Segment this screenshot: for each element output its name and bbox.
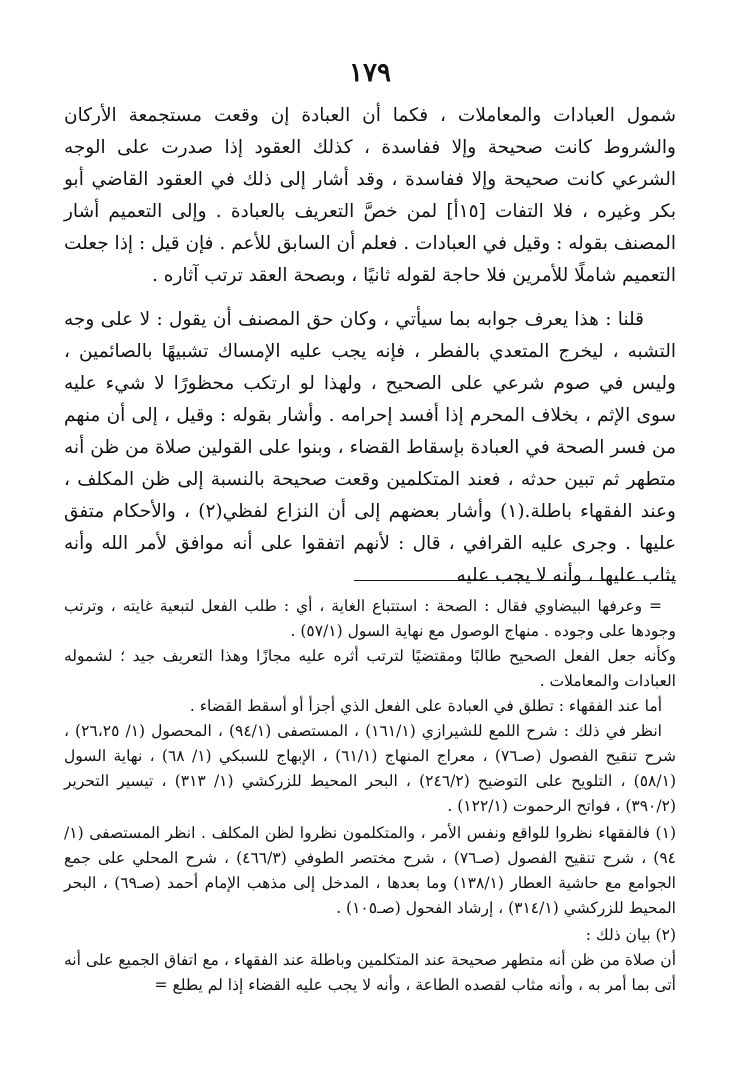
footnotes — [64, 594, 676, 998]
footnote-separator — [354, 580, 676, 581]
page-number: ١٧٩ — [349, 58, 391, 88]
main-paragraph-1: شمول العبادات والمعاملات ، فكما أن العبادة إن وقعت مستجمعة الأركان والشروط كانت صحيحة وإلا ففاسدة ، كذلك العقود إذا صدرت على الوجه الشرعي كانت صحيحة وإلا ففاسدة ، وقد أشار إلى ذلك في العقود القاضي أبو بكر وغيره ، فلا التفات [١٥أ] لمن خصَّ التعريف بالعبادة . وإلى التعميم أشار المصنف بقوله : وقيل في العبادات . فعلم أن السابق للأعم . فإن قيل : إذا جعلت التعميم شاملًا للأمرين فلا حاجة لقوله ثانيًا ، وبصحة العقد ترتب آثاره . — [64, 105, 676, 286]
footnote-continuation-line-1: = وعرفها البيضاوي فقال : الصحة : استتباع الغاية ، أي : طلب الفعل لتبعية غايته ، وترتب وجودها على وجوده . منهاج الوصول مع نهاية السول (٥٧/١) . — [64, 597, 676, 640]
footnote-continuation-line-4: انظر في ذلك : شرح اللمع للشيرازي (١٦١/١) ، المستصفى (٩٤/١) ، المحصول (١/ ٢٦،٢٥) ، شرح تنقيح الفصول (صـ٧٦) ، معراج المنهاج (٦١/١) ، الإبهاج للسبكي (١/ ٦٨) ، نهاية السول (٥٨/١) ، التلويح على التوضيح (٢٤٦/٢) ، البحر المحيط للزركشي (١/ ٣١٣) ، تيسير التحرير (٣٩٠/٢) ، فواتح الرحموت (١٢٢/١) . — [64, 722, 677, 815]
footnote-2-body: أن صلاة من ظن أنه متطهر صحيحة عند المتكلمين وباطلة عند الفقهاء ، مع اتفاق الجميع على أنه أتى بما أمر به ، وأنه مثاب لقصده الطاعة ، وأنه لا يجب عليه القضاء إذا لم يطلع = — [64, 951, 676, 994]
footnote-continuation-line-3: أما عند الفقهاء : تطلق في العبادة على الفعل الذي أجزأ أو أسقط القضاء . — [189, 697, 662, 715]
footnote-continuation-line-2: وكأنه جعل الفعل الصحيح طالبًا ومقتضيًا لترتب أثره عليه مجازًا وهذا التعريف جيد ؛ لشموله العبادات والمعاملات . — [64, 647, 676, 690]
footnote-2-heading: (٢) بيان ذلك : — [585, 926, 676, 944]
footnote-1: (١) فالفقهاء نظروا للواقع ونفس الأمر ، والمتكلمون نظروا لظن المكلف . انظر المستصفى (١/ ٩٤) ، شرح تنقيح الفصول (صـ٧٦) ، شرح مختصر الطوفي (٤٦٦/٣) ، شرح المحلي على جمع الجوامع مع حاشية العطار (١٣٨/١) وما بعدها ، المدخل إلى مذهب الإمام أحمد (صـ٦٩) ، البحر المحيط للزركشي (٣١٤/١) ، إرشاد الفحول (صـ١٠٥) . — [64, 824, 676, 917]
main-text — [64, 100, 676, 592]
main-paragraph-2: قلنا : هذا يعرف جوابه بما سيأتي ، وكان حق المصنف أن يقول : لا على وجه التشبه ، ليخرج المتعدي بالفطر ، فإنه يجب عليه الإمساك تشبيهًا بالصائمين ، وليس في صوم شرعي على الصحيح ، ولهذا لو ارتكب محظورًا لا شيء عليه سوى الإثم ، بخلاف المحرم إذا أفسد إحرامه . وأشار بقوله : وقيل ، إلى أن منهم من فسر الصحة في العبادة بإسقاط القضاء ، وبنوا على القولين صلاة من ظن أنه متطهر ثم تبين حدثه ، فعند المتكلمين وقعت صحيحة بالنسبة إلى ظن المكلف ، وعند الفقهاء باطلة.(١) وأشار بعضهم إلى أن النزاع لفظي(٢) ، والأحكام متفق عليها . وجرى عليه القرافي ، قال : لأنهم اتفقوا على أنه موافق لأمر الله وأنه يثاب عليها ، وأنه لا يجب عليه — [64, 309, 676, 586]
